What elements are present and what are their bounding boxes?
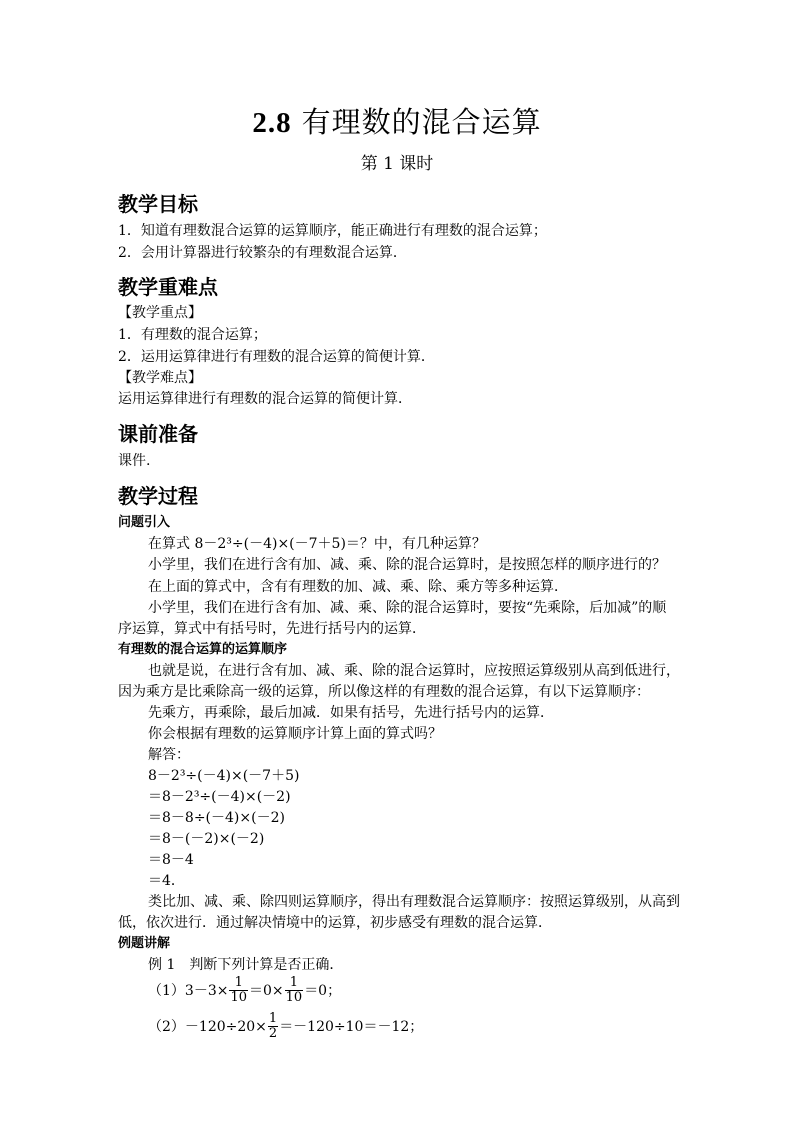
example-item-1 [148,976,341,1005]
example-item-1-mid: ＝0× [249,982,284,999]
solution-step: ＝8－(－2)×(－2) [148,831,265,847]
fraction [268,1012,278,1041]
intro-line: 小学里，我们在进行含有加、减、乘、除的混合运算时，要按“先乘除，后加减”的顺 [148,600,667,616]
solution-step: ＝8－8÷(－4)×(－2) [148,810,285,826]
example-item-1-suffix: ＝0； [304,982,342,999]
heading-prep: 课前准备 [118,422,198,446]
heading-goals: 教学目标 [118,192,198,216]
heading-keypoints: 教学重难点 [118,275,218,299]
fraction-numerator: 1 [268,1011,278,1026]
analogy-line: 类比加、减、乘、除四则运算顺序，得出有理数混合运算顺序：按照运算级别，从高到 [148,894,680,910]
intro-label: 问题引入 [118,515,171,530]
example-item-1-prefix: （1）3－3× [148,982,229,999]
solution-step: ＝4． [148,873,185,889]
order-line: 也就是说，在进行含有加、减、乘、除的混合运算时，应按照运算级别从高到低进行， [148,663,680,679]
example-item-2 [148,1012,423,1041]
order-line: 解答： [148,747,190,763]
heading-process: 教学过程 [118,484,198,508]
fraction-denominator: 10 [230,990,247,1005]
example-title: 例 1 判断下列计算是否正确． [148,957,344,973]
fraction [229,976,248,1005]
fraction-numerator: 1 [285,976,304,991]
title-text: 有理数的混合运算 [301,105,542,139]
solution-step: ＝8－2³÷(－4)×(－2) [148,789,291,805]
order-line: 因为乘方是比乘除高一级的运算，所以像这样的有理数的混合运算，有以下运算顺序： [118,684,650,700]
fraction [285,976,304,1005]
solution-step: 8－2³÷(－4)×(－7＋5) [148,768,300,784]
difficulty-text: 运用运算律进行有理数的混合运算的简便计算． [118,391,412,407]
order-line: 先乘方，再乘除，最后加减．如果有括号，先进行括号内的运算． [148,705,554,721]
example-item-2-suffix: ＝－120÷10＝－12； [279,1018,424,1035]
focus-item: 2．运用运算律进行有理数的混合运算的简便计算． [118,349,435,365]
page-subtitle: 第 1 课时 [360,154,434,174]
intro-line: 在上面的算式中，含有有理数的加、减、乘、除、乘方等多种运算． [148,579,568,595]
order-label: 有理数的混合运算的运算顺序 [118,642,288,657]
prep-text: 课件. [118,453,151,469]
analogy-line: 低，依次进行．通过解决情境中的运算，初步感受有理数的混合运算． [118,915,552,931]
goal-item: 2．会用计算器进行较繁杂的有理数混合运算． [118,245,407,261]
order-line: 你会根据有理数的运算顺序计算上面的算式吗？ [148,726,442,742]
intro-line: 序运算，算式中有括号时，先进行括号内的运算． [118,621,426,637]
goal-item: 1．知道有理数混合运算的运算顺序，能正确进行有理数的混合运算； [118,223,547,239]
example-label: 例题讲解 [118,936,171,951]
fraction-denominator: 2 [268,1026,278,1041]
focus-item: 1．有理数的混合运算； [118,327,267,343]
solution-step: ＝8－4 [148,852,194,868]
intro-line: 小学里，我们在进行含有加、减、乘、除的混合运算时，是按照怎样的顺序进行的？ [148,557,666,573]
intro-line: 在算式 8－2³÷(－4)×(－7＋5)＝？中，有几种运算？ [148,536,486,552]
example-item-2-prefix: （2）－120÷20× [148,1018,267,1035]
difficulty-label: 【教学难点】 [118,370,202,386]
fraction-denominator: 10 [285,990,303,1005]
page-title [0,100,794,141]
focus-label: 【教学重点】 [118,305,202,321]
title-number: 2.8 [252,107,292,139]
fraction-numerator: 1 [229,976,248,991]
